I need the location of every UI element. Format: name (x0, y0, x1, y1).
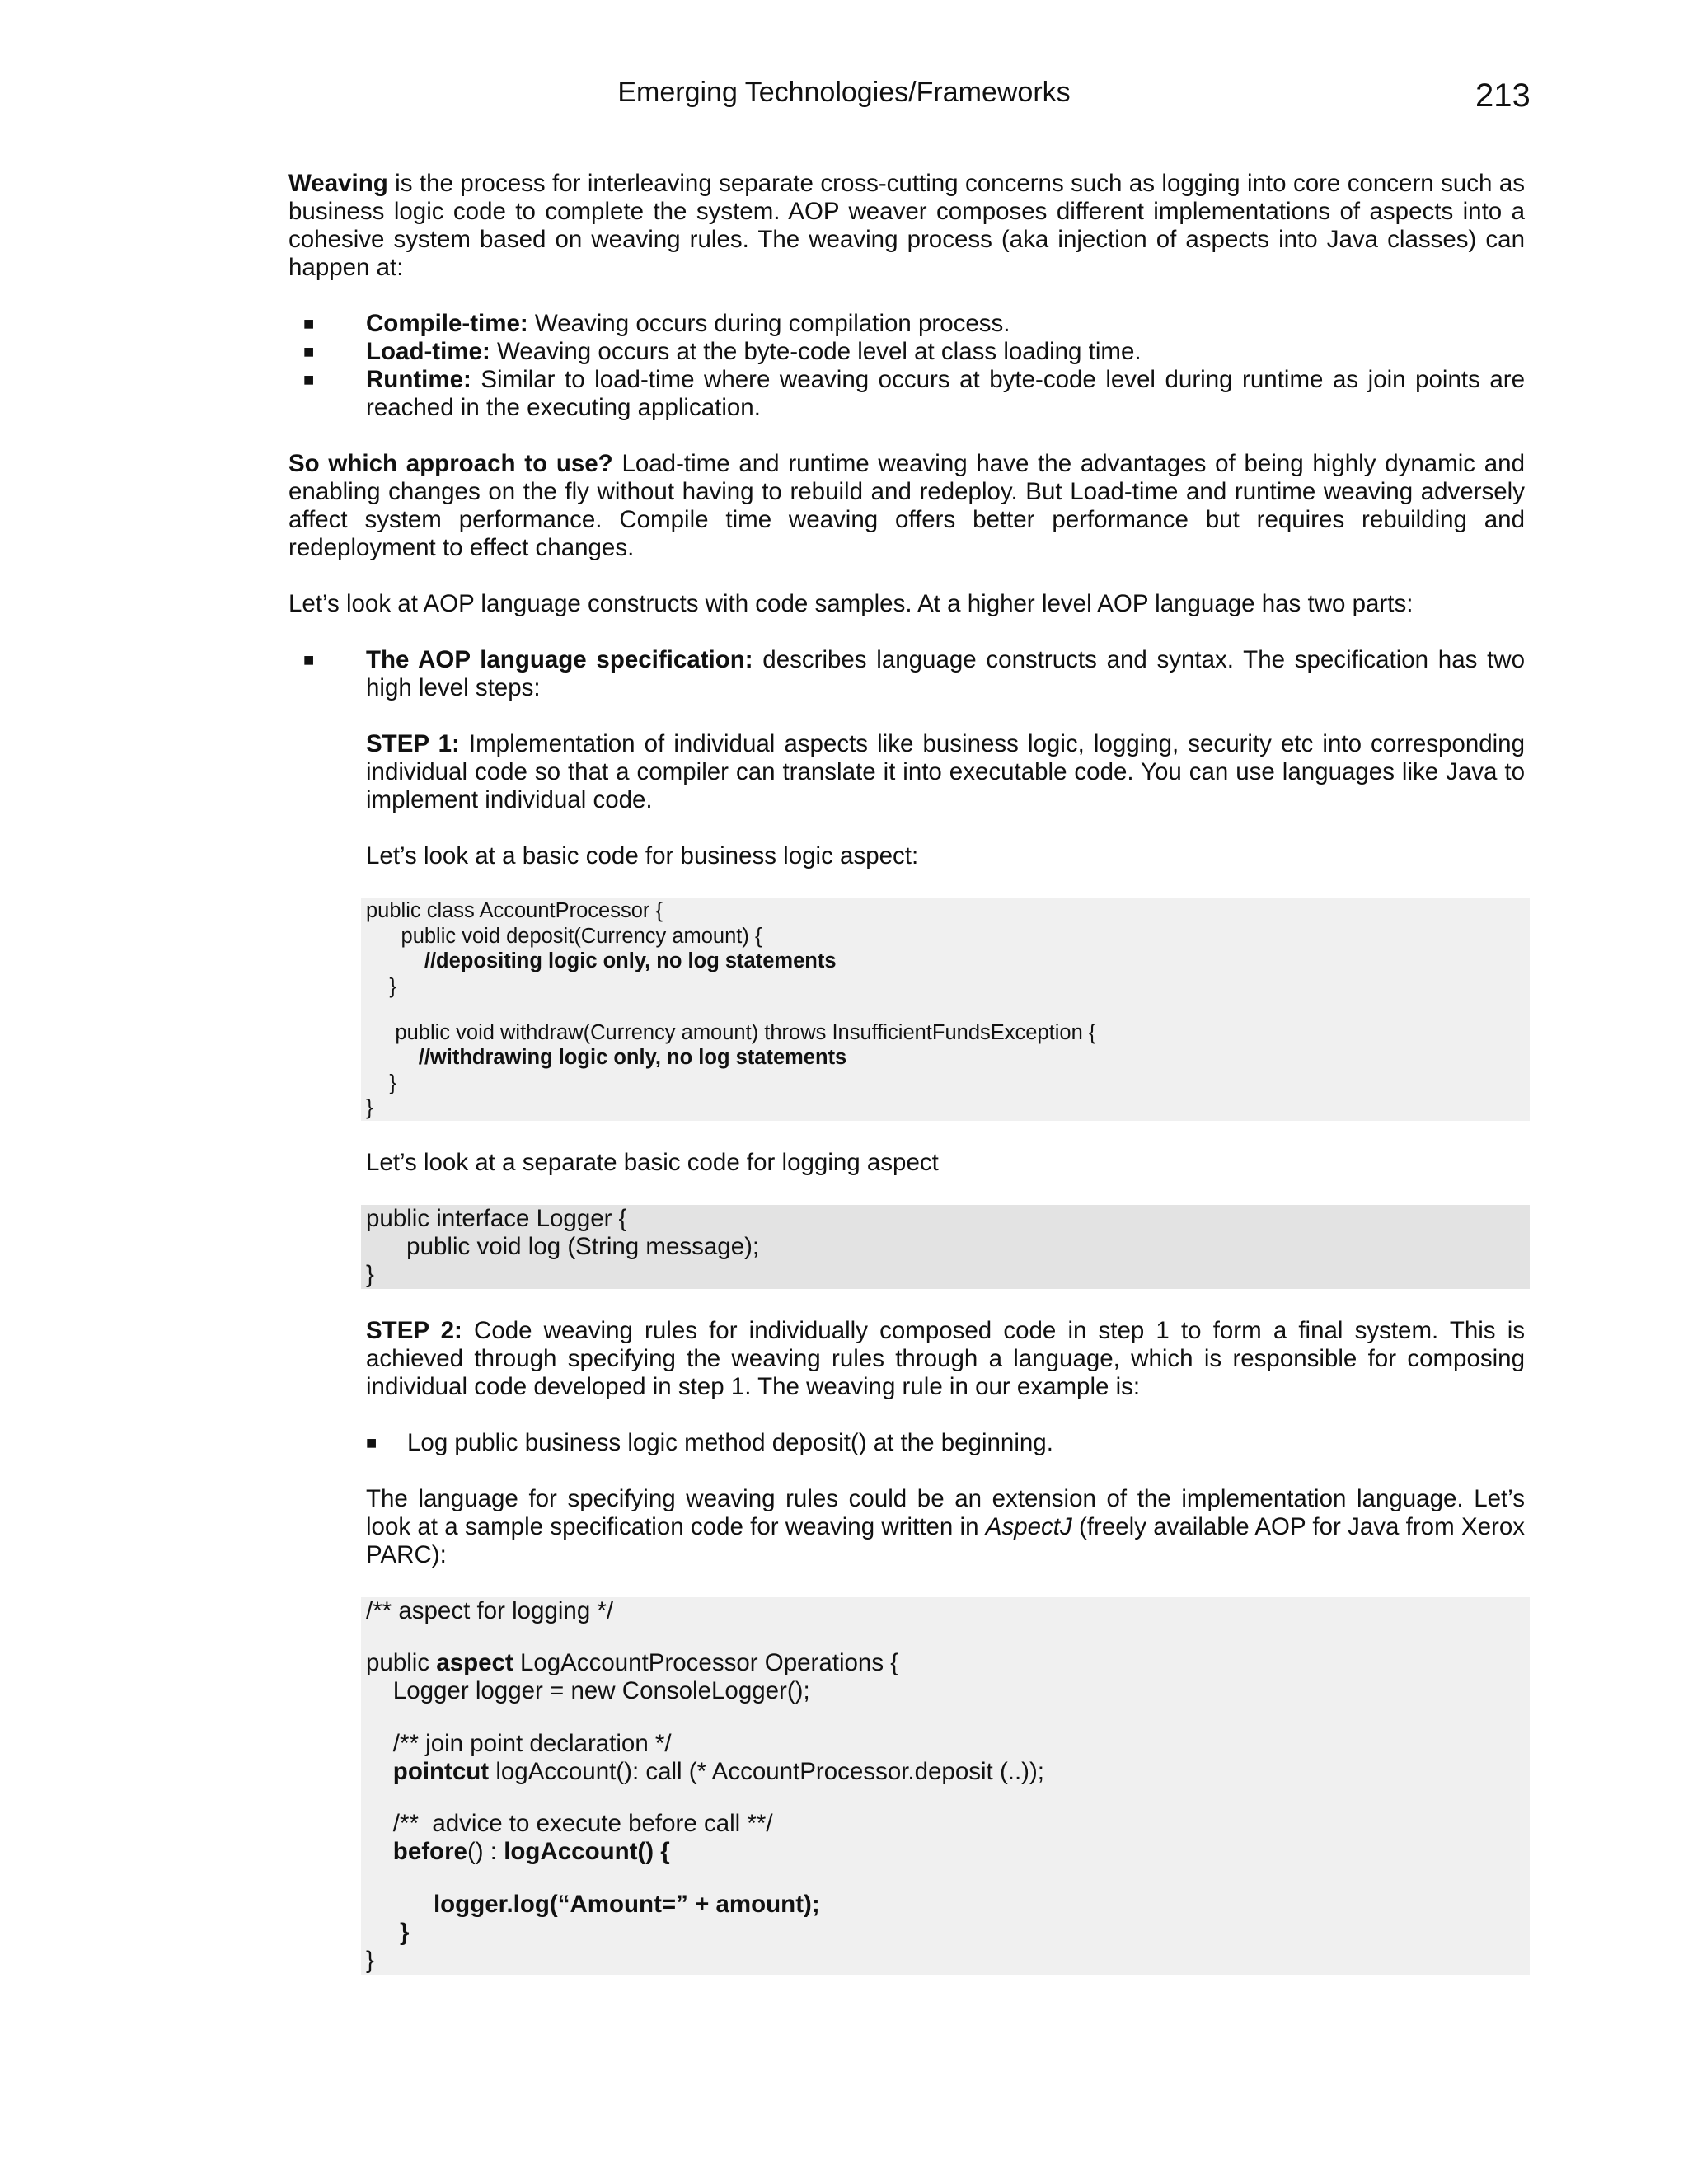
step1-term: STEP 1: (366, 730, 460, 757)
approach-text: Load-time and runtime weaving have the advantages of being highly dynamic and enabling changes on the fly without having to rebuild and redeploy. But Load-time and runtime weaving adversely affect system performance. Compile time weaving offers better performance but requires rebuilding and redeployment to effect changes. (288, 450, 1525, 561)
list-item (288, 338, 1525, 366)
load-time-text: Weaving occurs at the byte-code level at class loading time. (490, 338, 1142, 365)
business-intro: Let’s look at a basic code for business logic aspect: (366, 842, 919, 869)
log-account-call: logAccount() { (504, 1838, 670, 1865)
code-line (366, 1891, 1525, 1919)
code-comment-depositing: //depositing logic only, no log statements (424, 949, 837, 972)
weaving-rule-text: Log public business logic method deposit() at the beginning. (407, 1428, 1053, 1456)
before-keyword: before (392, 1838, 467, 1865)
code-line: public void withdraw(Currency amount) throws InsufficientFundsException { (366, 1020, 1096, 1044)
page-header (0, 76, 1688, 117)
code-line: public aspect LogAccountProcessor Operations { (366, 1649, 899, 1676)
step2-paragraph (366, 1317, 1525, 1401)
code-line (366, 999, 1525, 1020)
code-comment-withdrawing: //withdrawing logic only, no log statements (418, 1046, 847, 1069)
language-text-before: The language for specifying weaving rules could be an extension of the implementation language. Let’s look at a sample specification code for weaving written in (366, 1484, 1525, 1540)
code-line: public class AccountProcessor { (366, 899, 663, 922)
approach-paragraph (288, 450, 1525, 562)
runtime-text: Similar to load-time where weaving occurs at byte-code level during runtime as join points are reached in the executing application. (366, 366, 1525, 421)
weaving-paragraph (288, 170, 1525, 282)
code-line: } (366, 1096, 373, 1119)
weaving-times-list (288, 310, 1525, 422)
logger-interface-code (361, 1205, 1530, 1289)
code-line (366, 1866, 1525, 1891)
code-line: } (366, 1071, 396, 1094)
code-line: } (366, 1260, 374, 1288)
page-body (288, 170, 1525, 1975)
aspect-code (361, 1597, 1530, 1975)
step2-text: Code weaving rules for individually composed code in step 1 to form a final system. This is achieved through specifying the weaving rules through a language, which is responsible for composing individual code developed in step 1. The weaving rule in our example is: (366, 1316, 1525, 1400)
language-text-after: (freely available AOP for Java from Xerox PARC): (366, 1512, 1526, 1568)
spec-list (288, 646, 1525, 702)
weaving-rule-list (366, 1429, 1525, 1457)
bullet-icon: ■ (366, 1432, 377, 1453)
aspectj-term: AspectJ (985, 1512, 1072, 1540)
code-line: public void log (String message); (366, 1232, 760, 1260)
code-line (366, 1045, 1525, 1071)
code-line: public void deposit(Currency amount) { (366, 924, 762, 948)
weaving-term: Weaving (288, 170, 388, 197)
code-line: pointcut logAccount(): call (* AccountProcessor.deposit (..)); (392, 1757, 1045, 1785)
running-header-title: Emerging Technologies/Frameworks (617, 77, 1071, 108)
compile-time-term: Compile-time: (366, 310, 528, 337)
step2-term: STEP 2: (366, 1316, 462, 1344)
pointcut-keyword: pointcut (392, 1757, 490, 1785)
load-time-term: Load-time: (366, 338, 490, 365)
list-item (366, 1429, 1525, 1457)
bullet-icon: ■ (303, 369, 315, 390)
code-line: /** advice to execute before call **/ (366, 1810, 773, 1837)
runtime-term: Runtime: (366, 366, 471, 393)
approach-term: So which approach to use? (288, 450, 613, 477)
code-line (366, 949, 1525, 974)
step1-text: Implementation of individual aspects like business logic, logging, security etc into corresponding individual code so that a compiler can translate it into executable code. You can use languages like Java to implement individual code. (366, 730, 1525, 813)
logging-intro: Let’s look at a separate basic code for logging aspect (366, 1148, 939, 1176)
code-line (366, 1705, 1525, 1730)
code-line: } (366, 974, 396, 998)
code-line: /** aspect for logging */ (366, 1596, 614, 1624)
code-line: Logger logger = new ConsoleLogger(); (366, 1677, 810, 1704)
bullet-icon: ■ (303, 649, 315, 670)
language-paragraph (366, 1485, 1525, 1569)
list-item (288, 310, 1525, 338)
closing-brace: } (399, 1918, 410, 1946)
code-line: /** join point declaration */ (366, 1729, 672, 1757)
logger-log-statement: logger.log(“Amount=” + amount); (433, 1890, 820, 1918)
code-line (366, 1625, 1525, 1650)
spec-text: describes language constructs and syntax. The specification has two high level steps: (366, 646, 1525, 701)
code-line (366, 1919, 1525, 1947)
code-line (366, 1786, 1525, 1811)
bullet-icon: ■ (303, 341, 315, 362)
spec-term: The AOP language specification: (366, 646, 753, 673)
aspect-keyword: aspect (436, 1649, 513, 1676)
page-number: 213 (1475, 77, 1531, 114)
step1-paragraph (366, 730, 1525, 814)
compile-time-text: Weaving occurs during compilation process. (528, 310, 1010, 337)
bullet-icon: ■ (303, 313, 315, 334)
weaving-text: is the process for interleaving separate cross-cutting concerns such as logging into core concern such as business logic code to complete the system. AOP weaver composes different implementations of aspects into a cohesive system based on weaving rules. The weaving process (aka injection of aspects into Java classes) can happen at: (288, 170, 1525, 281)
code-line: public interface Logger { (366, 1204, 627, 1232)
list-item (288, 646, 1525, 702)
list-item (288, 366, 1525, 422)
account-processor-code (361, 898, 1530, 1121)
code-line: before() : logAccount() { (392, 1838, 670, 1865)
intro-paragraph: Let’s look at AOP language constructs with code samples. At a higher level AOP language has two parts: (288, 590, 1414, 617)
code-line: } (366, 1946, 374, 1974)
